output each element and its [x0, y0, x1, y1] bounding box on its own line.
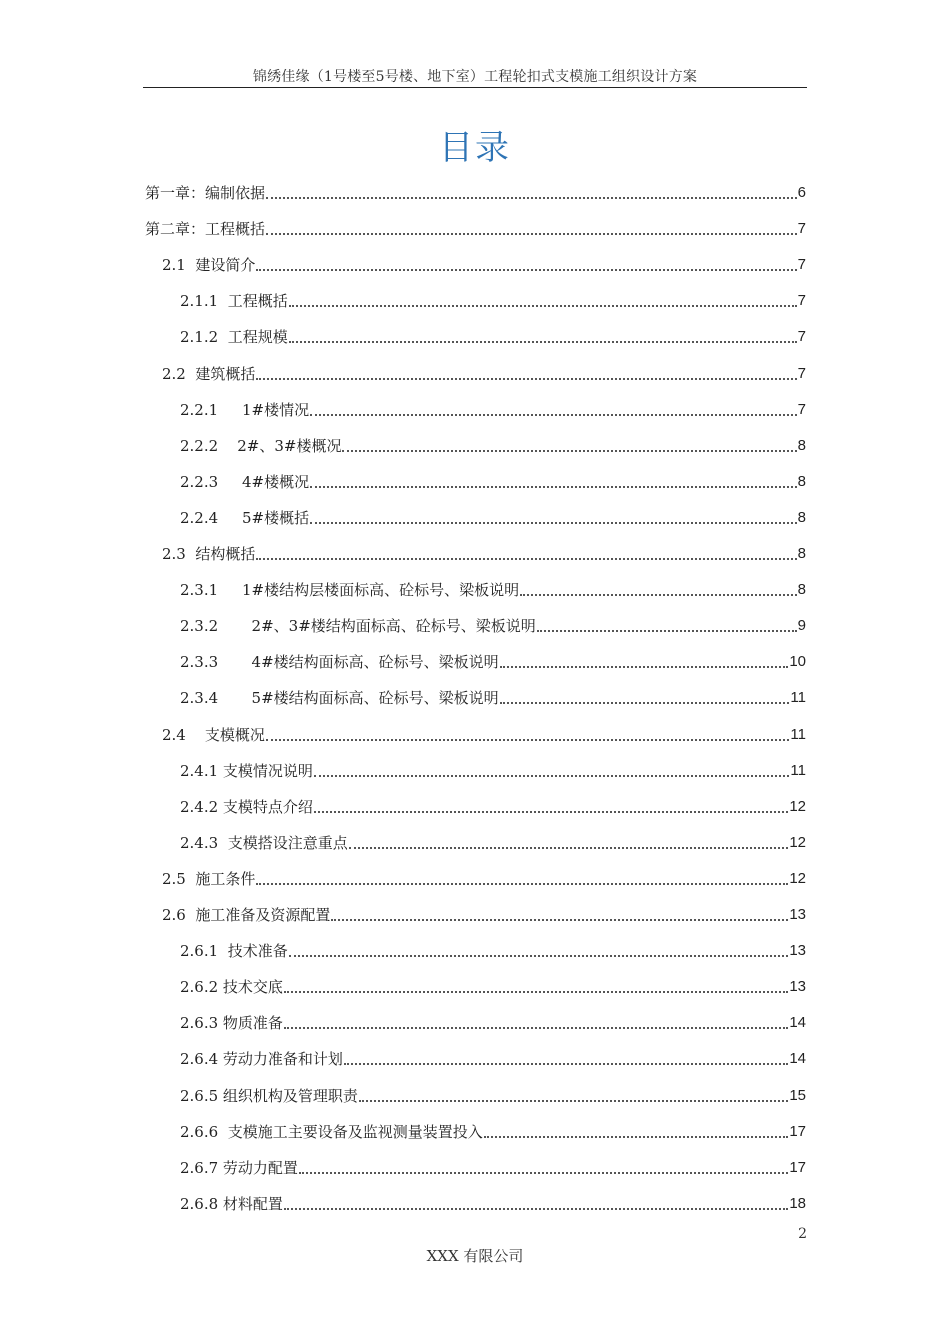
toc-entry[interactable] — [180, 975, 806, 997]
toc-entry-page: 8 — [797, 509, 806, 526]
toc-leader-dots — [299, 1172, 788, 1174]
toc-entry[interactable] — [180, 939, 806, 961]
toc-entry[interactable] — [180, 506, 806, 528]
toc-entry-page: 7 — [797, 401, 806, 418]
toc-leader-dots — [520, 594, 797, 596]
toc-title: 目录 — [439, 128, 511, 168]
toc-entry-page: 7 — [797, 256, 806, 273]
toc-leader-dots — [289, 305, 797, 307]
toc-leader-dots — [266, 233, 797, 235]
toc-leader-dots — [500, 702, 790, 704]
toc-entry-page: 15 — [789, 1087, 806, 1104]
toc-entry-page: 7 — [797, 220, 806, 237]
toc-entry-page: 18 — [789, 1195, 806, 1212]
toc-entry-page: 12 — [789, 870, 806, 887]
toc-entry[interactable] — [162, 723, 806, 745]
toc-entry-label: 2.1 建设简介 — [162, 256, 256, 274]
toc-entry-label: 2.4.1 支模情况说明 — [180, 762, 313, 780]
toc-leader-dots — [266, 739, 789, 741]
page-number: 2 — [798, 1226, 807, 1242]
toc-entry-label: 2.4 支模概况 — [162, 726, 265, 744]
toc-leader-dots — [284, 1027, 788, 1029]
toc-entry-label: 2.2.3 4#楼概况 — [180, 473, 310, 491]
toc-entry[interactable] — [145, 217, 806, 239]
toc-leader-dots — [284, 991, 788, 993]
toc-leader-dots — [256, 883, 788, 885]
toc-entry-label: 第二章：工程概括 — [145, 220, 266, 238]
toc-entry-page: 8 — [797, 437, 806, 454]
toc-entry-label: 2.6 施工准备及资源配置 — [162, 906, 331, 924]
toc-entry[interactable] — [180, 289, 806, 311]
toc-entry-label: 第一章：编制依据 — [145, 184, 266, 202]
toc-leader-dots — [284, 1208, 788, 1210]
toc-entry-page: 11 — [790, 689, 806, 706]
toc-leader-dots — [266, 197, 797, 199]
toc-leader-dots — [289, 955, 789, 957]
toc-entry[interactable] — [180, 1156, 806, 1178]
toc-entry[interactable] — [180, 686, 806, 708]
toc-leader-dots — [537, 630, 797, 632]
toc-entry-label: 2.6.8 材料配置 — [180, 1195, 283, 1213]
toc-entry-page: 8 — [797, 545, 806, 562]
toc-entry[interactable] — [180, 795, 806, 817]
toc-leader-dots — [310, 486, 797, 488]
toc-entry[interactable] — [145, 181, 806, 203]
toc-entry-label: 2.3.3 4#楼结构面标高、砼标号、梁板说明 — [180, 653, 499, 671]
toc-entry[interactable] — [162, 542, 806, 564]
toc-leader-dots — [349, 847, 789, 849]
toc-entry-page: 9 — [797, 617, 806, 634]
toc-entry-label: 2.2.2 2#、3#楼概况 — [180, 437, 342, 455]
toc-entry[interactable] — [180, 398, 806, 420]
toc-entry-label: 2.6.7 劳动力配置 — [180, 1159, 298, 1177]
toc-entry-page: 13 — [789, 906, 806, 923]
toc-entry-label: 2.4.3 支模搭设注意重点 — [180, 834, 348, 852]
toc-entry[interactable] — [180, 1084, 806, 1106]
toc-leader-dots — [314, 811, 788, 813]
header-title: 锦绣佳缘（1号楼至5号楼、地下室）工程轮扣式支模施工组织设计方案 — [252, 69, 698, 85]
toc-entry-page: 7 — [797, 365, 806, 382]
toc-leader-dots — [331, 919, 788, 921]
toc-leader-dots — [256, 269, 796, 271]
toc-entry-page: 12 — [789, 798, 806, 815]
toc-leader-dots — [342, 450, 796, 452]
toc-entry-label: 2.6.6 支模施工主要设备及监视测量装置投入 — [180, 1123, 483, 1141]
toc-leader-dots — [256, 558, 796, 560]
toc-leader-dots — [359, 1100, 788, 1102]
toc-entry[interactable] — [180, 1047, 806, 1069]
toc-entry[interactable] — [162, 903, 806, 925]
toc-entry[interactable] — [180, 831, 806, 853]
toc-entry-label: 2.5 施工条件 — [162, 870, 256, 888]
toc-entry-page: 12 — [789, 834, 806, 851]
toc-leader-dots — [256, 378, 796, 380]
toc-entry-label: 2.3 结构概括 — [162, 545, 256, 563]
toc-leader-dots — [310, 522, 797, 524]
toc-entry-page: 13 — [789, 978, 806, 995]
toc-entry[interactable] — [162, 867, 806, 889]
toc-leader-dots — [314, 775, 789, 777]
toc-entry[interactable] — [180, 614, 806, 636]
toc-entry-page: 10 — [789, 653, 806, 670]
toc-entry-label: 2.3.4 5#楼结构面标高、砼标号、梁板说明 — [180, 689, 499, 707]
toc-entry-label: 2.2.1 1#楼情况 — [180, 401, 310, 419]
toc-entry[interactable] — [162, 253, 806, 275]
toc-entry-label: 2.2.4 5#楼概括 — [180, 509, 310, 527]
toc-entry-page: 8 — [797, 473, 806, 490]
toc-entry[interactable] — [180, 434, 806, 456]
toc-entry[interactable] — [162, 362, 806, 384]
toc-entry[interactable] — [180, 325, 806, 347]
toc-leader-dots — [310, 414, 797, 416]
toc-entry-page: 17 — [789, 1123, 806, 1140]
toc-entry[interactable] — [180, 470, 806, 492]
toc-leader-dots — [344, 1063, 788, 1065]
toc-entry-label: 2.4.2 支模特点介绍 — [180, 798, 313, 816]
toc-entry-page: 7 — [797, 328, 806, 345]
toc-entry-label: 2.6.1 技术准备 — [180, 942, 288, 960]
toc-entry-label: 2.6.3 物质准备 — [180, 1014, 283, 1032]
toc-entry-label: 2.6.5 组织机构及管理职责 — [180, 1087, 358, 1105]
toc-entry-page: 17 — [789, 1159, 806, 1176]
toc-entry-label: 2.6.2 技术交底 — [180, 978, 283, 996]
toc-entry-page: 6 — [797, 184, 806, 201]
toc-entry-label: 2.1.1 工程概括 — [180, 292, 288, 310]
toc-entry-label: 2.6.4 劳动力准备和计划 — [180, 1050, 343, 1068]
footer-company: XXX 有限公司 — [426, 1247, 524, 1265]
toc-leader-dots — [289, 341, 797, 343]
toc-entry[interactable] — [180, 1011, 806, 1033]
toc-entry-page: 14 — [789, 1014, 806, 1031]
toc-entry-page: 8 — [797, 581, 806, 598]
toc-entry-page: 7 — [797, 292, 806, 309]
toc-entry-label: 2.2 建筑概括 — [162, 365, 256, 383]
toc-entry-label: 2.1.2 工程规模 — [180, 328, 288, 346]
toc-entry-page: 11 — [790, 726, 806, 743]
toc-entry[interactable] — [180, 759, 806, 781]
toc-entry[interactable] — [180, 1120, 806, 1142]
toc-entry[interactable] — [180, 578, 806, 600]
toc-entry-page: 14 — [789, 1050, 806, 1067]
toc-entry[interactable] — [180, 1192, 806, 1214]
toc-leader-dots — [484, 1136, 789, 1138]
toc-entry-label: 2.3.1 1#楼结构层楼面标高、砼标号、梁板说明 — [180, 581, 520, 599]
toc-entry[interactable] — [180, 650, 806, 672]
toc-entry-label: 2.3.2 2#、3#楼结构面标高、砼标号、梁板说明 — [180, 617, 536, 635]
toc-leader-dots — [500, 666, 789, 668]
toc-entry-page: 13 — [789, 942, 806, 959]
toc-entry-page: 11 — [790, 762, 806, 779]
